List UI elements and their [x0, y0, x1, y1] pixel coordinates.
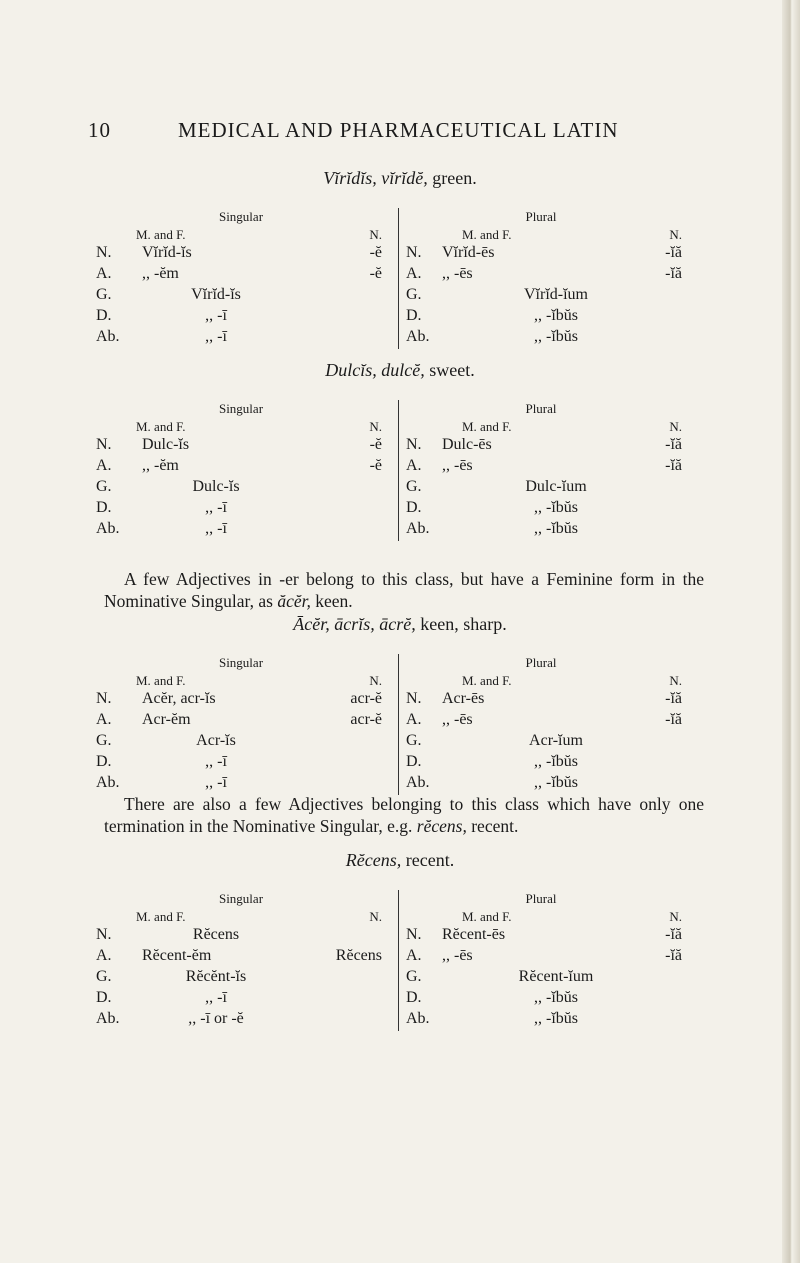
table-title-rest: sweet.: [424, 360, 475, 380]
paragraph-text-end: keen.: [310, 591, 353, 611]
plural-subheader: [396, 906, 686, 924]
table-row: [396, 709, 686, 730]
gender-n-label: N.: [369, 227, 382, 242]
table-row: [96, 966, 386, 987]
case-label: D.: [96, 753, 112, 770]
table-row: [96, 987, 386, 1008]
case-label: D.: [406, 989, 422, 1006]
table-title-italic: Ācĕr, ācrĭs, ācrĕ,: [293, 614, 416, 634]
mf-form: ,, -ēs: [442, 711, 473, 728]
merged-form: Rĕcens: [192, 926, 240, 943]
case-label: Ab.: [406, 328, 430, 345]
table-row: [396, 434, 686, 455]
case-label: A.: [96, 947, 112, 964]
case-label: D.: [406, 753, 422, 770]
table-row: [396, 497, 686, 518]
neuter-form: -ĕ: [369, 457, 382, 474]
plural-column: [396, 206, 686, 347]
case-label: N.: [96, 244, 112, 261]
table-row: [96, 688, 386, 709]
table-title-rest: keen, sharp.: [415, 614, 507, 634]
table-row: [96, 305, 386, 326]
case-label: Ab.: [406, 1010, 430, 1027]
gender-mf-label: M. and F.: [462, 673, 512, 688]
neuter-form: acr-ĕ: [350, 711, 382, 728]
merged-form: ,, -ĭbŭs: [534, 520, 578, 537]
table-row: [396, 284, 686, 305]
declension-table: [96, 206, 686, 347]
gender-mf-label: M. and F.: [462, 227, 512, 242]
case-label: A.: [406, 947, 422, 964]
merged-form: ,, -ĭbŭs: [534, 753, 578, 770]
table-row: [96, 924, 386, 945]
gender-mf-label: M. and F.: [136, 227, 186, 242]
table-row: [396, 518, 686, 539]
singular-header: [96, 206, 386, 224]
merged-form: Dulc-ĭum: [525, 478, 587, 495]
plural-label: Plural: [525, 655, 557, 670]
neuter-form: -ĭă: [665, 265, 682, 282]
gender-mf-label: M. and F.: [136, 673, 186, 688]
gender-n-label: N.: [669, 419, 682, 434]
table-row: [396, 305, 686, 326]
singular-column: [96, 888, 386, 1029]
gender-mf-label: M. and F.: [136, 909, 186, 924]
gender-mf-label: M. and F.: [462, 909, 512, 924]
body-paragraph: [104, 793, 704, 837]
merged-form: ,, -ī: [205, 989, 227, 1006]
plural-subheader: [396, 416, 686, 434]
neuter-form: -ĭă: [665, 436, 682, 453]
table-title-italic: Rĕcens,: [345, 850, 402, 870]
merged-form: Vĭrĭd-ĭs: [191, 286, 241, 303]
gender-n-label: N.: [369, 909, 382, 924]
table-row: [396, 455, 686, 476]
neuter-form: -ĕ: [369, 244, 382, 261]
gender-mf-label: M. and F.: [136, 419, 186, 434]
case-label: N.: [406, 436, 422, 453]
table-row: [96, 497, 386, 518]
plural-header: [396, 398, 686, 416]
case-label: A.: [406, 711, 422, 728]
table-row: [96, 326, 386, 347]
case-label: G.: [406, 286, 422, 303]
running-title: MEDICAL AND PHARMACEUTICAL LATIN: [178, 118, 619, 142]
merged-form: ,, -ī: [205, 774, 227, 791]
table-title: [0, 850, 800, 871]
mf-form: Acr-ēs: [442, 690, 485, 707]
plural-subheader: [396, 670, 686, 688]
plural-column: [396, 398, 686, 539]
declension-table: [96, 398, 686, 539]
neuter-form: -ĕ: [369, 436, 382, 453]
case-label: A.: [96, 265, 112, 282]
gender-n-label: N.: [669, 227, 682, 242]
mf-form: Rĕcent-ĕm: [142, 947, 212, 964]
neuter-form: -ĭă: [665, 244, 682, 261]
singular-header: [96, 888, 386, 906]
case-label: Ab.: [406, 520, 430, 537]
case-label: A.: [96, 457, 112, 474]
table-title-rest: recent.: [401, 850, 455, 870]
plural-label: Plural: [525, 401, 557, 416]
table-row: [396, 326, 686, 347]
singular-column: [96, 652, 386, 793]
case-label: N.: [406, 690, 422, 707]
singular-subheader: [96, 224, 386, 242]
neuter-form: -ĕ: [369, 265, 382, 282]
column-divider: [398, 400, 399, 541]
gender-n-label: N.: [369, 673, 382, 688]
plural-column: [396, 888, 686, 1029]
case-label: D.: [406, 307, 422, 324]
singular-subheader: [96, 416, 386, 434]
case-label: G.: [406, 732, 422, 749]
plural-label: Plural: [525, 891, 557, 906]
table-row: [96, 284, 386, 305]
table-row: [96, 476, 386, 497]
singular-label: Singular: [218, 891, 264, 906]
table-row: [396, 966, 686, 987]
plural-subheader: [396, 224, 686, 242]
merged-form: ,, -ī: [205, 328, 227, 345]
declension-table: [96, 888, 686, 1029]
table-row: [396, 730, 686, 751]
case-label: A.: [406, 457, 422, 474]
merged-form: ,, -ī or -ĕ: [188, 1010, 244, 1027]
page-number: 10: [88, 118, 111, 142]
table-row: [96, 709, 386, 730]
merged-form: ,, -ĭbŭs: [534, 307, 578, 324]
case-label: D.: [96, 989, 112, 1006]
merged-form: Dulc-ĭs: [192, 478, 240, 495]
neuter-form: -ĭă: [665, 711, 682, 728]
merged-form: ,, -ĭbŭs: [534, 1010, 578, 1027]
table-row: [96, 242, 386, 263]
merged-form: Vĭrĭd-ĭum: [524, 286, 588, 303]
neuter-form: -ĭă: [665, 690, 682, 707]
table-row: [96, 1008, 386, 1029]
mf-form: ,, -ēs: [442, 457, 473, 474]
merged-form: ,, -ī: [205, 499, 227, 516]
singular-label: Singular: [218, 401, 264, 416]
table-row: [396, 476, 686, 497]
column-divider: [398, 654, 399, 795]
merged-form: ,, -ī: [205, 520, 227, 537]
table-row: [96, 518, 386, 539]
case-label: G.: [96, 478, 112, 495]
neuter-form: acr-ĕ: [350, 690, 382, 707]
table-title-italic: Dulcĭs, dulcĕ,: [325, 360, 425, 380]
table-row: [396, 242, 686, 263]
case-label: D.: [96, 499, 112, 516]
merged-form: Acr-ĭs: [196, 732, 236, 749]
case-label: Ab.: [96, 1010, 120, 1027]
case-label: G.: [406, 968, 422, 985]
mf-form: Vĭrĭd-ēs: [442, 244, 495, 261]
neuter-form: -ĭă: [665, 926, 682, 943]
merged-form: ,, -ĭbŭs: [534, 328, 578, 345]
singular-column: [96, 206, 386, 347]
case-label: Ab.: [96, 774, 120, 791]
case-label: Ab.: [96, 328, 120, 345]
singular-subheader: [96, 906, 386, 924]
case-label: N.: [406, 926, 422, 943]
table-row: [96, 434, 386, 455]
table-title-italic: Vĭrĭdĭs, vĭrĭdĕ,: [323, 168, 428, 188]
table-row: [96, 455, 386, 476]
case-label: D.: [96, 307, 112, 324]
mf-form: ,, -ēs: [442, 265, 473, 282]
merged-form: Rĕcĕnt-ĭs: [185, 968, 247, 985]
table-title: [0, 360, 800, 381]
case-label: A.: [96, 711, 112, 728]
mf-form: ,, -ĕm: [142, 265, 179, 282]
merged-form: ,, -ī: [205, 307, 227, 324]
gender-n-label: N.: [669, 673, 682, 688]
declension-table: [96, 652, 686, 793]
case-label: N.: [96, 690, 112, 707]
neuter-form: -ĭă: [665, 457, 682, 474]
plural-header: [396, 652, 686, 670]
table-row: [396, 945, 686, 966]
case-label: N.: [406, 244, 422, 261]
plural-header: [396, 206, 686, 224]
table-title: [0, 168, 800, 189]
merged-form: ,, -ī: [205, 753, 227, 770]
table-row: [396, 263, 686, 284]
case-label: N.: [96, 926, 112, 943]
case-label: D.: [406, 499, 422, 516]
table-row: [396, 1008, 686, 1029]
merged-form: Acr-ĭum: [529, 732, 583, 749]
body-paragraph: [104, 568, 704, 612]
table-row: [396, 751, 686, 772]
table-row: [96, 772, 386, 793]
paragraph-italic: rĕcens,: [416, 816, 467, 836]
table-row: [96, 263, 386, 284]
singular-header: [96, 652, 386, 670]
table-row: [396, 924, 686, 945]
mf-form: ,, -ĕm: [142, 457, 179, 474]
singular-column: [96, 398, 386, 539]
table-row: [96, 730, 386, 751]
mf-form: Acĕr, acr-ĭs: [142, 690, 216, 707]
table-row: [96, 945, 386, 966]
table-row: [96, 751, 386, 772]
singular-label: Singular: [218, 655, 264, 670]
column-divider: [398, 208, 399, 349]
case-label: G.: [96, 732, 112, 749]
column-divider: [398, 890, 399, 1031]
mf-form: Dulc-ēs: [442, 436, 492, 453]
case-label: Ab.: [96, 520, 120, 537]
merged-form: Rĕcent-ĭum: [518, 968, 594, 985]
gender-mf-label: M. and F.: [462, 419, 512, 434]
table-row: [396, 772, 686, 793]
mf-form: ,, -ēs: [442, 947, 473, 964]
table-title: [0, 614, 800, 635]
paragraph-text-end: recent.: [466, 816, 519, 836]
singular-header: [96, 398, 386, 416]
neuter-form: Rĕcens: [335, 947, 382, 964]
case-label: A.: [406, 265, 422, 282]
merged-form: ,, -ĭbŭs: [534, 499, 578, 516]
singular-label: Singular: [218, 209, 264, 224]
case-label: G.: [96, 968, 112, 985]
mf-form: Dulc-ĭs: [142, 436, 190, 453]
plural-column: [396, 652, 686, 793]
plural-label: Plural: [525, 209, 557, 224]
gender-n-label: N.: [669, 909, 682, 924]
table-title-rest: green.: [427, 168, 477, 188]
mf-form: Acr-ĕm: [142, 711, 191, 728]
table-row: [396, 688, 686, 709]
case-label: N.: [96, 436, 112, 453]
paragraph-text: There are also a few Adjectives belonging to this class which have only one termination in the Nominative Singular, e.g.: [104, 794, 704, 836]
table-row: [396, 987, 686, 1008]
gender-n-label: N.: [369, 419, 382, 434]
case-label: G.: [96, 286, 112, 303]
paragraph-italic: ăcĕr,: [277, 591, 311, 611]
mf-form: Vĭrĭd-ĭs: [142, 244, 192, 261]
case-label: Ab.: [406, 774, 430, 791]
merged-form: ,, -ĭbŭs: [534, 774, 578, 791]
paragraph-text: A few Adjectives in -er belong to this class, but have a Feminine form in the Nominative Singular, as: [104, 569, 704, 611]
singular-subheader: [96, 670, 386, 688]
neuter-form: -ĭă: [665, 947, 682, 964]
mf-form: Rĕcent-ēs: [442, 926, 506, 943]
plural-header: [396, 888, 686, 906]
merged-form: ,, -ĭbŭs: [534, 989, 578, 1006]
case-label: G.: [406, 478, 422, 495]
